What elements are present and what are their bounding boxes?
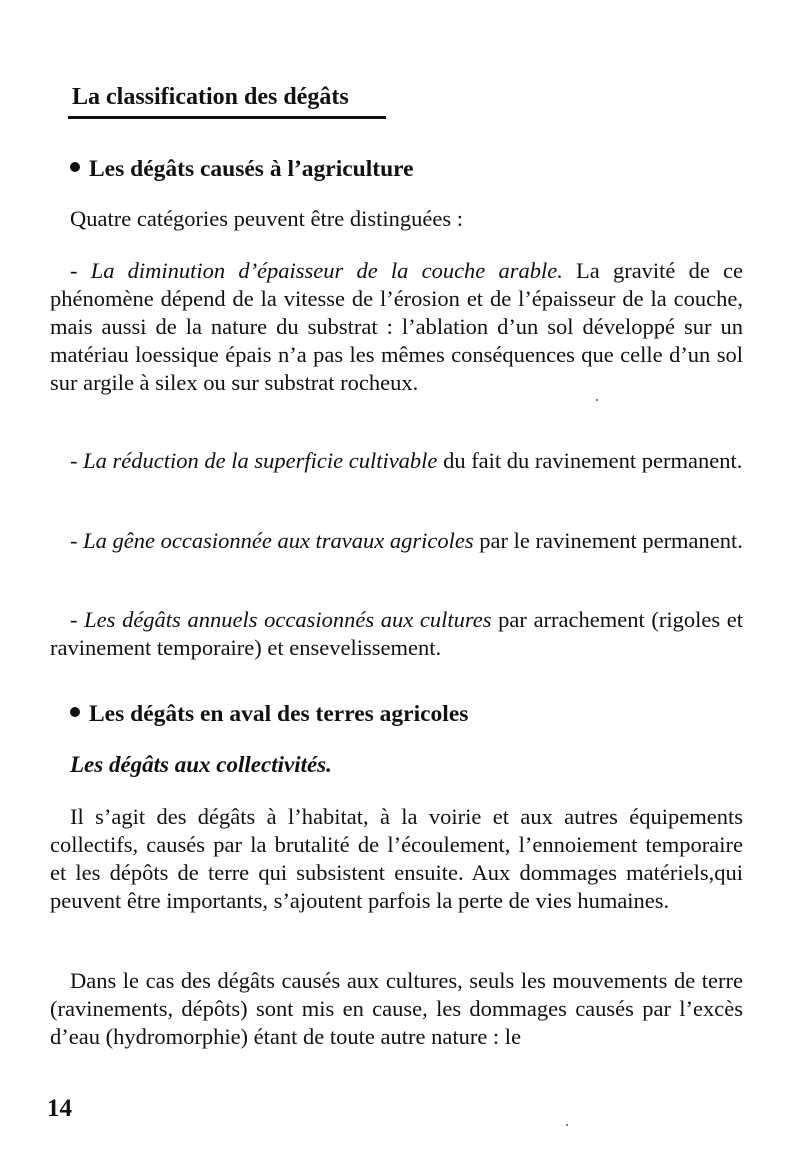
section-heading-aval-text: Les dégâts en aval des terres agricoles — [89, 701, 469, 727]
item-dash: - — [70, 258, 91, 283]
bullet-icon — [70, 162, 80, 172]
page-title: La classification des dégâts — [72, 84, 349, 110]
item-dash: - — [70, 528, 84, 553]
section-heading-agriculture — [70, 154, 414, 184]
item-title: La gêne occasionnée aux travaux agricoles — [83, 528, 474, 553]
paragraph-collectivites: Il s’agit des dégâts à l’habitat, à la voirie et aux autres équipements collectifs, causés par la brutalité de l’écoulement, l’ennoiement temporaire et les dépôts de terre qui subsistent ensuite. Aux dommages matériels,qui peuvent être importants, s’ajoutent parfois la perte de vies humaines. — [50, 804, 743, 913]
item-text: La gravité de ce phénomène dépend de la vitesse de l’érosion et de l’épaisseur de la couche, mais aussi de la nature du substrat : l’ablation d’un sol développé sur un matériau loessique épais n’a pas les mêmes conséquences que celle d’un sol sur argile à silex ou sur substrat rocheux. — [50, 258, 743, 395]
item-title: La réduction de la superficie cultivable — [83, 448, 438, 473]
category-item-3 — [50, 527, 743, 555]
item-dash: - — [70, 607, 85, 632]
section-heading-agriculture-text: Les dégâts causés à l’agriculture — [89, 156, 414, 182]
category-item-1 — [50, 257, 743, 397]
category-item-4 — [50, 606, 743, 662]
title-underline — [68, 116, 386, 119]
item-text: par le ravinement permanent. — [473, 528, 743, 553]
item-title: Les dégâts annuels occasionnés aux cultures — [84, 607, 492, 632]
category-item-2 — [50, 447, 743, 475]
bullet-icon — [70, 707, 80, 717]
section-heading-aval — [70, 699, 468, 729]
item-dash: - — [70, 448, 84, 473]
scan-speck — [566, 1124, 568, 1126]
subheading-collectivites: Les dégâts aux collectivités. — [70, 752, 332, 777]
paragraph-cultures: Dans le cas des dégâts causés aux cultures, seuls les mouvements de terre (ravinements, dépôts) sont mis en cause, les dommages causés par l’excès d’eau (hydromorphie) étant de toute autre nature : le — [50, 968, 743, 1049]
intro-paragraph: Quatre catégories peuvent être distinguées : — [70, 206, 463, 231]
scan-speck — [596, 399, 598, 401]
item-text: par arrachement (rigoles et ravinement temporaire) et ensevelissement. — [50, 607, 744, 660]
item-title: La diminution d’épaisseur de la couche arable. — [90, 258, 563, 283]
page-number: 14 — [47, 1095, 72, 1122]
item-text: du fait du ravinement permanent. — [437, 448, 743, 473]
